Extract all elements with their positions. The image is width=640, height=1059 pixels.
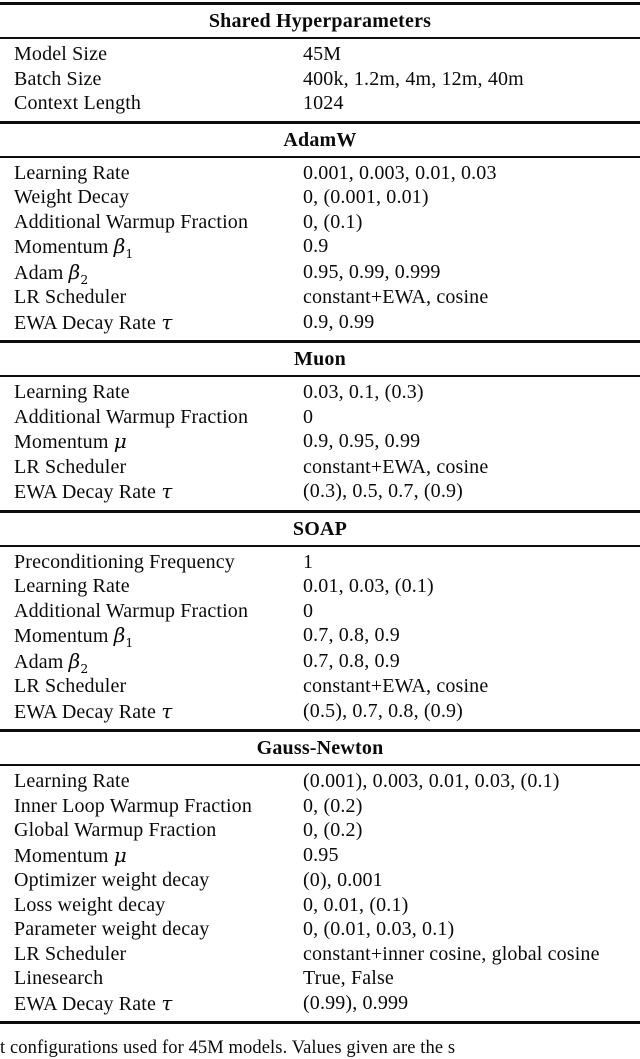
row-label: Learning Rate [14,575,130,597]
math-symbol: τ [161,698,173,723]
row-label: LR Scheduler [14,942,127,965]
row-value: 1 [303,550,314,573]
row-label: Linesearch [14,967,104,989]
math-symbol: $\beta_1$ [113,623,134,650]
row-label: Weight Decay [14,186,130,208]
row-label: Optimizer weight decay [14,869,210,891]
row-value: 0.9, 0.99 [303,310,375,333]
row-label: Adam $\beta_2$ [14,259,89,287]
table-row [0,599,640,624]
row-label: Inner Loop Warmup Fraction [14,794,252,817]
table-row [0,161,640,186]
table-row [0,310,640,336]
section-title: Gauss-Newton [0,729,640,766]
section-muon [0,340,640,510]
row-label: LR Scheduler [14,286,127,308]
table-row [0,623,640,649]
row-value: 45M [303,43,342,65]
table-row [0,917,640,942]
table-row [0,455,640,480]
row-label: Preconditioning Frequency [14,550,235,573]
table-row [0,942,640,967]
table-row [0,185,640,210]
row-label: Loss weight decay [14,893,166,916]
row-label: EWA Decay Rate τ [14,990,173,1015]
table-row [0,818,640,843]
row-value: (0.001), 0.003, 0.01, 0.03, (0.1) [303,770,560,792]
section-soap [0,510,640,730]
row-label: Learning Rate [14,770,130,792]
row-value: 0, (0.001, 0.01) [303,186,429,208]
section-body [0,377,640,510]
math-symbol: μ [113,842,127,867]
section-title: Muon [0,340,640,377]
row-label: Additional Warmup Fraction [14,599,249,622]
table-row [0,699,640,725]
row-value: 0, (0.2) [303,794,363,817]
row-label: Context Length [14,92,142,114]
hyperparameter-table [0,2,640,1024]
math-symbol: $\beta_1$ [113,234,134,261]
row-value: (0.3), 0.5, 0.7, (0.9) [303,480,463,502]
table-row [0,574,640,599]
table-row [0,285,640,310]
row-value: 0 [303,405,314,428]
table-row [0,649,640,675]
row-value: constant+EWA, cosine [303,675,489,697]
row-value: (0.99), 0.999 [303,991,409,1014]
row-label: EWA Decay Rate τ [14,309,173,334]
row-value: 0.9, 0.95, 0.99 [303,430,421,452]
row-value: 0 [303,599,314,622]
section-title: AdamW [0,121,640,158]
table-row [0,674,640,699]
row-value: 0.001, 0.003, 0.01, 0.03 [303,161,497,184]
row-label: Parameter weight decay [14,918,210,940]
table-row [0,210,640,235]
table-caption: t configurations used for 45M models. Values given are the s [0,1038,456,1058]
section-body [0,547,640,730]
math-symbol: τ [161,479,173,503]
row-label: Model Size [14,43,108,65]
math-symbol: τ [161,309,173,334]
row-label: LR Scheduler [14,675,127,697]
row-label: Learning Rate [14,381,130,403]
row-value: 400k, 1.2m, 4m, 12m, 40m [303,67,524,90]
row-value: 0.95, 0.99, 0.999 [303,260,441,283]
table-row [0,380,640,405]
row-label: Learning Rate [14,161,130,184]
row-label: LR Scheduler [14,455,127,478]
row-value: 0, (0.2) [303,819,363,841]
section-gauss-newton [0,729,640,1021]
row-value: (0), 0.001 [303,869,383,891]
math-symbol: τ [161,990,173,1015]
section-adamw [0,121,640,341]
table-row [0,67,640,92]
row-label: Momentum μ [14,429,127,453]
row-value: constant+EWA, cosine [303,286,489,308]
section-title: Shared Hyperparameters [0,2,640,39]
table-row [0,260,640,286]
table-row [0,966,640,991]
table-row [0,405,640,430]
row-value: 0.7, 0.8, 0.9 [303,649,400,672]
table-row [0,991,640,1017]
row-label: Momentum μ [14,842,127,867]
section-shared [0,2,640,121]
table-row [0,868,640,893]
row-label: EWA Decay Rate τ [14,698,173,723]
row-value: 0.01, 0.03, (0.1) [303,575,434,597]
table-row [0,91,640,116]
row-label: EWA Decay Rate τ [14,479,173,503]
table-row [0,479,640,505]
row-value: 0, (0.1) [303,210,363,233]
section-body [0,39,640,121]
table-row [0,769,640,794]
row-label: Momentum $\beta_1$ [14,623,134,650]
table-row [0,843,640,869]
math-symbol: $\beta_2$ [68,259,89,287]
row-label: Momentum $\beta_1$ [14,234,134,261]
row-label: Additional Warmup Fraction [14,210,249,233]
math-symbol: $\beta_2$ [68,648,89,676]
row-value: (0.5), 0.7, 0.8, (0.9) [303,699,463,722]
table-row [0,234,640,260]
table-row [0,550,640,575]
row-label: Global Warmup Fraction [14,819,217,841]
section-body [0,158,640,341]
row-value: 0, (0.01, 0.03, 0.1) [303,918,455,940]
section-body [0,766,640,1021]
row-value: 0.95 [303,843,339,866]
row-value: constant+EWA, cosine [303,455,489,478]
row-label: Adam $\beta_2$ [14,648,89,676]
row-value: 0.7, 0.8, 0.9 [303,624,400,646]
row-value: 1024 [303,92,344,114]
row-value: True, False [303,967,394,989]
row-value: constant+inner cosine, global cosine [303,942,600,965]
table-row [0,429,640,455]
row-value: 0.9 [303,235,329,257]
table-row [0,42,640,67]
math-symbol: μ [113,429,127,453]
table-row [0,893,640,918]
row-value: 0, 0.01, (0.1) [303,893,409,916]
table-row [0,794,640,819]
section-title: SOAP [0,510,640,547]
row-value: 0.03, 0.1, (0.3) [303,381,424,403]
row-label: Batch Size [14,67,102,90]
row-label: Additional Warmup Fraction [14,405,249,428]
